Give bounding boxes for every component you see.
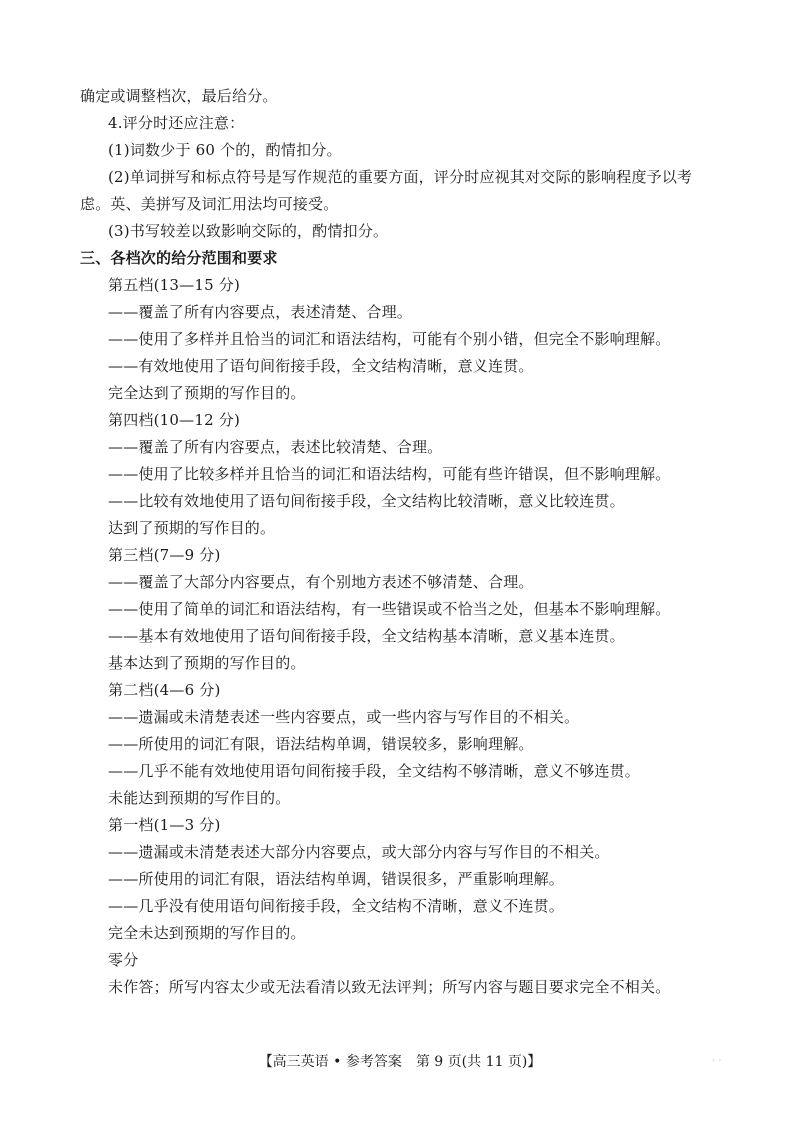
grade-summary: 基本达到了预期的写作目的。: [108, 654, 306, 672]
grade-title: 零分: [108, 951, 139, 969]
section-heading: 三、各档次的给分范围和要求: [80, 249, 278, 267]
criteria-line: ——使用了简单的词汇和语法结构，有一些错误或不恰当之处，但基本不影响理解。: [108, 600, 671, 618]
criteria-line: ——使用了多样并且恰当的词汇和语法结构，可能有个别小错，但完全不影响理解。: [108, 330, 671, 348]
criteria-line: ——覆盖了所有内容要点，表述比较清楚、合理。: [108, 438, 443, 456]
page-footer: 【高三英语 • 参考答案 第 9 页(共 11 页)】: [258, 1054, 542, 1070]
criteria-line: ——使用了比较多样并且恰当的词汇和语法结构，可能有些许错误，但不影响理解。: [108, 465, 671, 483]
grade-title: 第一档(1—3 分): [108, 816, 221, 834]
corner-mark: · ·: [712, 1056, 722, 1067]
criteria-line: ——覆盖了所有内容要点，表述清楚、合理。: [108, 303, 413, 321]
grade-summary: 完全达到了预期的写作目的。: [108, 384, 306, 402]
criteria-line: ——几乎不能有效地使用语句间衔接手段，全文结构不够清晰，意义不够连贯。: [108, 762, 641, 780]
text-line: (2)单词拼写和标点符号是写作规范的重要方面，评分时应视其对交际的影响程度予以考: [108, 168, 693, 186]
criteria-line: ——所使用的词汇有限，语法结构单调，错误较多，影响理解。: [108, 735, 534, 753]
text-line: 虑。英、美拼写及词汇用法均可接受。: [80, 195, 339, 213]
grade-title: 第二档(4—6 分): [108, 681, 221, 699]
criteria-line: ——遗漏或未清楚表述一些内容要点，或一些内容与写作目的不相关。: [108, 708, 580, 726]
criteria-line: ——比较有效地使用了语句间衔接手段，全文结构比较清晰，意义比较连贯。: [108, 492, 625, 510]
criteria-line: ——基本有效地使用了语句间衔接手段，全文结构基本清晰，意义基本连贯。: [108, 627, 625, 645]
grade-title: 第三档(7—9 分): [108, 546, 221, 564]
text-line: (3)书写较差以致影响交际的，酌情扣分。: [108, 222, 389, 240]
grade-title: 第五档(13—15 分): [108, 276, 241, 294]
grade-summary: 达到了预期的写作目的。: [108, 519, 276, 537]
criteria-line: ——所使用的词汇有限，语法结构单调，错误很多，严重影响理解。: [108, 870, 565, 888]
text-line: (1)词数少于 60 个的，酌情扣分。: [108, 141, 342, 159]
grade-summary: 未能达到预期的写作目的。: [108, 789, 291, 807]
text-line: 4.评分时还应注意：: [108, 114, 245, 132]
grade-summary: 完全未达到预期的写作目的。: [108, 924, 306, 942]
criteria-line: ——有效地使用了语句间衔接手段，全文结构清晰，意义连贯。: [108, 357, 534, 375]
criteria-line: 未作答；所写内容太少或无法看清以致无法评判；所写内容与题目要求完全不相关。: [108, 978, 671, 996]
criteria-line: ——几乎没有使用语句间衔接手段，全文结构不清晰，意义不连贯。: [108, 897, 565, 915]
text-line: 确定或调整档次，最后给分。: [80, 87, 278, 105]
criteria-line: ——遗漏或未清楚表述大部分内容要点，或大部分内容与写作目的不相关。: [108, 843, 610, 861]
criteria-line: ——覆盖了大部分内容要点，有个别地方表述不够清楚、合理。: [108, 573, 534, 591]
grade-title: 第四档(10—12 分): [108, 411, 241, 429]
